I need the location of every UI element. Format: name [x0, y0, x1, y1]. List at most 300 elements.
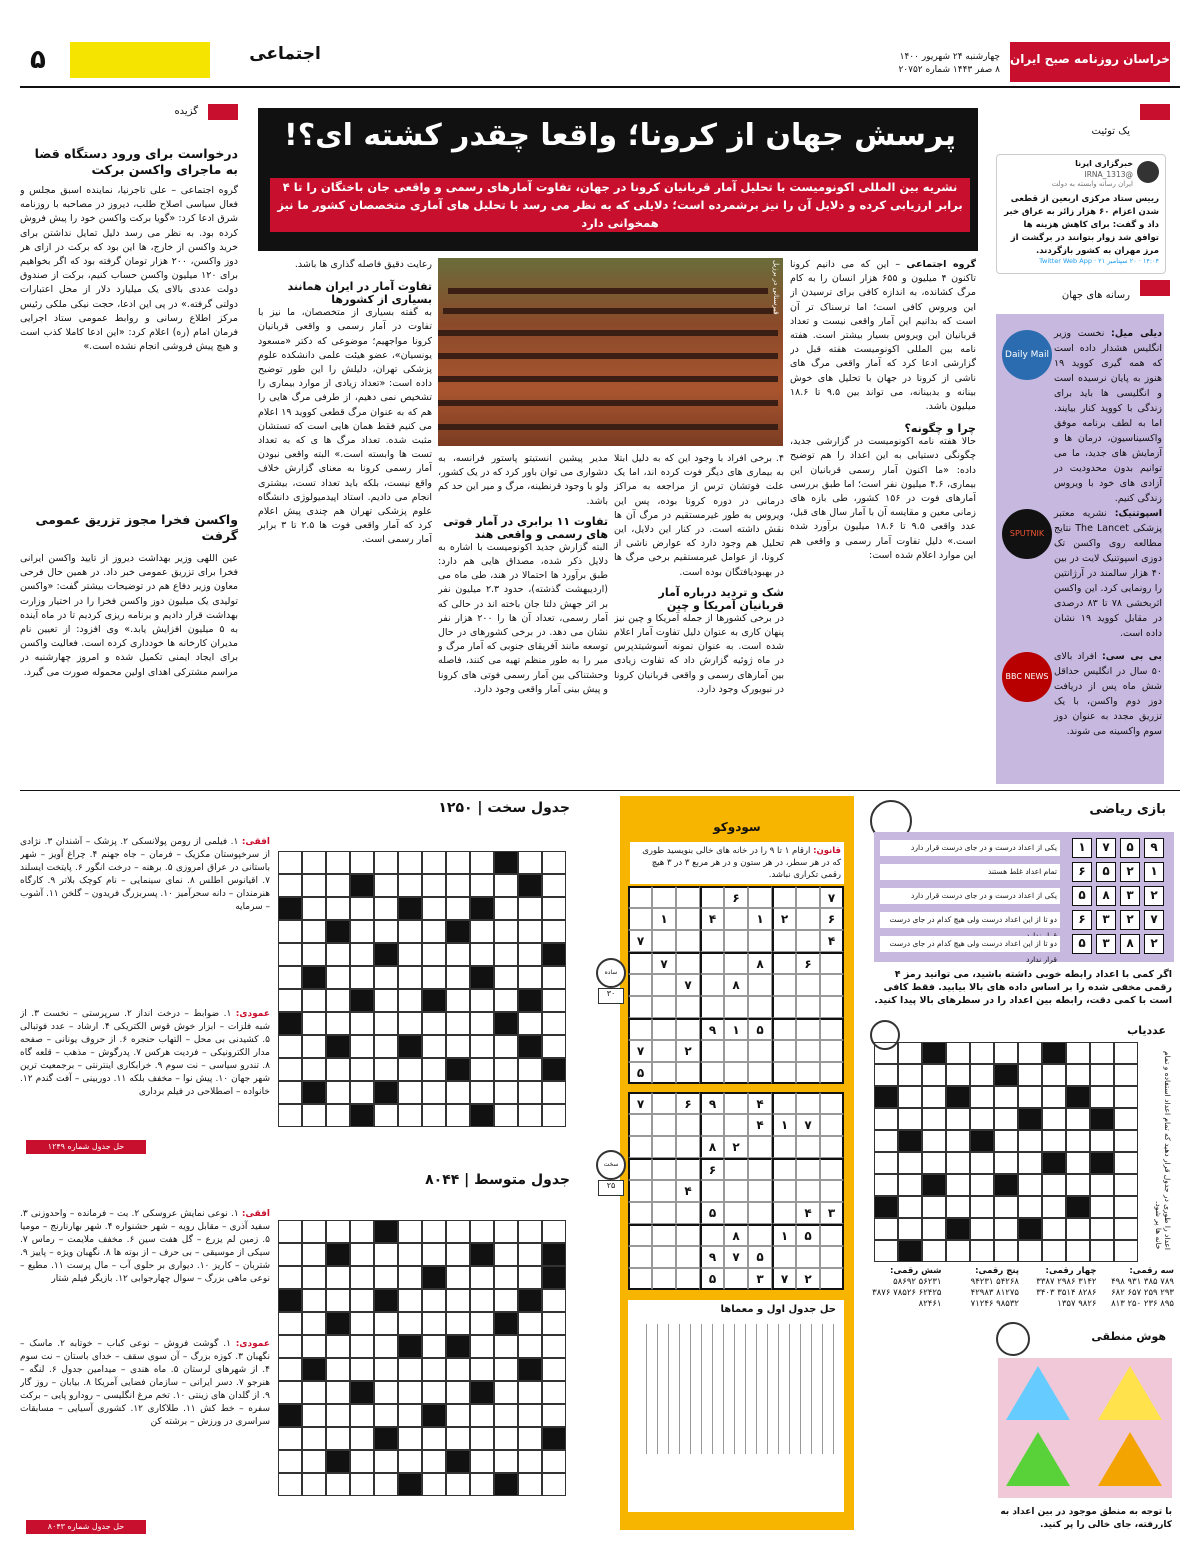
number-cell[interactable]	[1114, 1130, 1138, 1152]
sudoku-cell[interactable]	[628, 1136, 652, 1158]
crossword-cell[interactable]	[398, 989, 422, 1012]
sudoku-cell[interactable]	[772, 996, 796, 1018]
number-cell[interactable]	[898, 1196, 922, 1218]
number-cell[interactable]	[1066, 1042, 1090, 1064]
crossword-cell[interactable]	[422, 966, 446, 989]
sudoku-cell[interactable]	[628, 1202, 652, 1224]
crossword-cell[interactable]	[518, 1381, 542, 1404]
number-cell[interactable]	[874, 1042, 898, 1064]
crossword-cell[interactable]	[278, 966, 302, 989]
crossword-cell[interactable]	[350, 920, 374, 943]
number-cell[interactable]	[1042, 1108, 1066, 1130]
crossword-cell[interactable]	[374, 1058, 398, 1081]
crossword-cell[interactable]	[302, 874, 326, 897]
number-cell[interactable]	[874, 1064, 898, 1086]
crossword-cell[interactable]	[494, 1289, 518, 1312]
crossword-cell[interactable]	[398, 1058, 422, 1081]
crossword-cell[interactable]	[326, 1473, 350, 1496]
number-cell[interactable]	[1090, 1218, 1114, 1240]
crossword-cell[interactable]	[518, 1104, 542, 1127]
number-cell[interactable]	[1114, 1086, 1138, 1108]
crossword-cell[interactable]	[302, 1404, 326, 1427]
crossword-cell[interactable]	[278, 989, 302, 1012]
number-cell[interactable]	[1066, 1108, 1090, 1130]
crossword-cell[interactable]	[398, 1450, 422, 1473]
crossword-cell[interactable]	[302, 1473, 326, 1496]
crossword-cell[interactable]	[518, 1243, 542, 1266]
number-cell[interactable]	[922, 1086, 946, 1108]
sudoku-cell[interactable]	[724, 908, 748, 930]
crossword-cell[interactable]	[278, 1266, 302, 1289]
sudoku-cell[interactable]	[652, 1268, 676, 1290]
crossword-cell[interactable]	[470, 1404, 494, 1427]
sudoku-cell[interactable]	[724, 930, 748, 952]
crossword-cell[interactable]	[422, 1012, 446, 1035]
crossword-cell[interactable]	[398, 1427, 422, 1450]
sudoku-cell[interactable]	[796, 1158, 820, 1180]
crossword-cell[interactable]	[278, 1335, 302, 1358]
crossword-cell[interactable]	[278, 1035, 302, 1058]
crossword-cell[interactable]	[326, 851, 350, 874]
crossword-cell[interactable]	[398, 1081, 422, 1104]
crossword-cell[interactable]	[278, 1058, 302, 1081]
crossword-cell[interactable]	[494, 1427, 518, 1450]
crossword-cell[interactable]	[302, 1427, 326, 1450]
crossword-cell[interactable]	[494, 1381, 518, 1404]
sudoku-cell[interactable]	[820, 1062, 844, 1084]
crossword-cell[interactable]	[326, 1427, 350, 1450]
crossword-cell[interactable]	[374, 989, 398, 1012]
sudoku-cell[interactable]	[748, 886, 772, 908]
number-cell[interactable]	[1018, 1042, 1042, 1064]
crossword-cell[interactable]	[494, 966, 518, 989]
crossword-cell[interactable]	[542, 1335, 566, 1358]
crossword-cell[interactable]	[278, 1427, 302, 1450]
crossword-cell[interactable]	[446, 1104, 470, 1127]
number-cell[interactable]	[970, 1218, 994, 1240]
sudoku-cell[interactable]	[820, 1114, 844, 1136]
crossword-cell[interactable]	[374, 1035, 398, 1058]
crossword-cell[interactable]	[278, 920, 302, 943]
crossword-cell[interactable]	[422, 1104, 446, 1127]
crossword-cell[interactable]	[518, 920, 542, 943]
sudoku-cell[interactable]	[652, 1136, 676, 1158]
number-cell[interactable]	[922, 1130, 946, 1152]
crossword-cell[interactable]	[470, 1312, 494, 1335]
sudoku-cell[interactable]	[796, 886, 820, 908]
crossword-cell[interactable]	[542, 897, 566, 920]
number-cell[interactable]	[898, 1218, 922, 1240]
crossword-cell[interactable]	[470, 1358, 494, 1381]
sudoku-cell[interactable]	[796, 908, 820, 930]
sudoku-cell[interactable]	[676, 908, 700, 930]
crossword-cell[interactable]	[470, 943, 494, 966]
number-cell[interactable]	[922, 1064, 946, 1086]
crossword-cell[interactable]	[518, 1427, 542, 1450]
crossword-cell[interactable]	[542, 1312, 566, 1335]
crossword-cell[interactable]	[518, 1081, 542, 1104]
crossword-cell[interactable]	[518, 1220, 542, 1243]
number-cell[interactable]	[1090, 1240, 1114, 1262]
crossword-cell[interactable]	[422, 897, 446, 920]
crossword-cell[interactable]	[326, 943, 350, 966]
sudoku-cell[interactable]	[820, 1092, 844, 1114]
sudoku-cell[interactable]	[796, 930, 820, 952]
crossword-cell[interactable]	[446, 1289, 470, 1312]
sudoku-cell[interactable]	[796, 1018, 820, 1040]
number-cell[interactable]	[994, 1240, 1018, 1262]
crossword-cell[interactable]	[542, 920, 566, 943]
sudoku-cell[interactable]	[724, 996, 748, 1018]
crossword-cell[interactable]	[398, 920, 422, 943]
crossword-cell[interactable]	[470, 989, 494, 1012]
crossword-cell[interactable]	[302, 1266, 326, 1289]
sudoku-cell[interactable]	[748, 1180, 772, 1202]
sudoku-cell[interactable]	[772, 1202, 796, 1224]
sudoku-cell[interactable]	[628, 1268, 652, 1290]
number-cell[interactable]	[946, 1196, 970, 1218]
number-cell[interactable]	[1090, 1064, 1114, 1086]
crossword-cell[interactable]	[302, 1035, 326, 1058]
sudoku-cell[interactable]	[676, 996, 700, 1018]
sudoku-cell[interactable]	[700, 1062, 724, 1084]
crossword-cell[interactable]	[470, 1058, 494, 1081]
sudoku-cell[interactable]	[772, 1246, 796, 1268]
crossword-cell[interactable]	[302, 851, 326, 874]
crossword-cell[interactable]	[518, 1058, 542, 1081]
number-finder-grid[interactable]	[874, 1042, 1144, 1262]
crossword-cell[interactable]	[542, 1473, 566, 1496]
crossword-cell[interactable]	[446, 1427, 470, 1450]
crossword-cell[interactable]	[470, 874, 494, 897]
crossword-cell[interactable]	[302, 943, 326, 966]
crossword-cell[interactable]	[278, 1220, 302, 1243]
number-cell[interactable]	[898, 1174, 922, 1196]
crossword-cell[interactable]	[494, 874, 518, 897]
crossword-cell[interactable]	[350, 1427, 374, 1450]
crossword-cell[interactable]	[398, 1289, 422, 1312]
crossword-cell[interactable]	[518, 851, 542, 874]
sudoku-cell[interactable]	[772, 952, 796, 974]
number-cell[interactable]	[946, 1152, 970, 1174]
crossword-cell[interactable]	[398, 1312, 422, 1335]
crossword-cell[interactable]	[542, 1220, 566, 1243]
crossword-cell[interactable]	[542, 1104, 566, 1127]
crossword-cell[interactable]	[374, 897, 398, 920]
sudoku-cell[interactable]	[676, 1202, 700, 1224]
sudoku-cell[interactable]	[700, 974, 724, 996]
sudoku-cell[interactable]	[772, 1180, 796, 1202]
crossword-cell[interactable]	[398, 1381, 422, 1404]
sudoku-cell[interactable]	[652, 1224, 676, 1246]
crossword-cell[interactable]	[278, 1450, 302, 1473]
crossword-cell[interactable]	[398, 943, 422, 966]
crossword-cell[interactable]	[278, 1243, 302, 1266]
sudoku-cell[interactable]	[652, 1246, 676, 1268]
sudoku-cell[interactable]	[652, 1092, 676, 1114]
crossword-cell[interactable]	[326, 1220, 350, 1243]
sudoku-cell[interactable]	[676, 1136, 700, 1158]
crossword-cell[interactable]	[398, 966, 422, 989]
sudoku-cell[interactable]	[796, 1180, 820, 1202]
number-cell[interactable]	[946, 1064, 970, 1086]
crossword-cell[interactable]	[350, 1473, 374, 1496]
number-cell[interactable]	[898, 1042, 922, 1064]
sudoku-cell[interactable]	[652, 930, 676, 952]
crossword-cell[interactable]	[326, 1404, 350, 1427]
sudoku-cell[interactable]	[772, 1018, 796, 1040]
crossword-cell[interactable]	[470, 1266, 494, 1289]
number-cell[interactable]	[1114, 1152, 1138, 1174]
sudoku-cell[interactable]	[676, 952, 700, 974]
crossword-cell[interactable]	[470, 1427, 494, 1450]
crossword-cell[interactable]	[398, 1358, 422, 1381]
crossword-cell[interactable]	[470, 851, 494, 874]
crossword-cell[interactable]	[518, 1473, 542, 1496]
number-cell[interactable]	[994, 1130, 1018, 1152]
crossword-cell[interactable]	[518, 1335, 542, 1358]
crossword-cell[interactable]	[518, 1450, 542, 1473]
crossword-cell[interactable]	[302, 1312, 326, 1335]
crossword-cell[interactable]	[446, 1012, 470, 1035]
sudoku-cell[interactable]	[748, 1224, 772, 1246]
crossword-cell[interactable]	[350, 1035, 374, 1058]
crossword-cell[interactable]	[470, 1450, 494, 1473]
sudoku-cell[interactable]	[820, 1018, 844, 1040]
sudoku-cell[interactable]	[676, 1224, 700, 1246]
crossword-cell[interactable]	[398, 851, 422, 874]
crossword-cell[interactable]	[374, 1450, 398, 1473]
number-cell[interactable]	[1018, 1130, 1042, 1152]
number-cell[interactable]	[970, 1152, 994, 1174]
number-cell[interactable]	[946, 1042, 970, 1064]
crossword-cell[interactable]	[374, 851, 398, 874]
number-cell[interactable]	[874, 1218, 898, 1240]
sudoku-cell[interactable]	[700, 930, 724, 952]
sudoku-cell[interactable]	[772, 1092, 796, 1114]
number-cell[interactable]	[874, 1174, 898, 1196]
sudoku-cell[interactable]	[772, 1136, 796, 1158]
crossword-cell[interactable]	[398, 1243, 422, 1266]
crossword-cell[interactable]	[374, 1266, 398, 1289]
crossword-cell[interactable]	[374, 1312, 398, 1335]
crossword-cell[interactable]	[398, 1220, 422, 1243]
sudoku-cell[interactable]	[796, 974, 820, 996]
number-cell[interactable]	[1090, 1042, 1114, 1064]
crossword-cell[interactable]	[494, 1450, 518, 1473]
crossword-cell[interactable]	[350, 1450, 374, 1473]
crossword-cell[interactable]	[470, 1289, 494, 1312]
sudoku-cell[interactable]	[748, 974, 772, 996]
sudoku-cell[interactable]	[748, 996, 772, 1018]
number-cell[interactable]	[1114, 1196, 1138, 1218]
crossword-cell[interactable]	[494, 1358, 518, 1381]
crossword-cell[interactable]	[326, 1081, 350, 1104]
sudoku-cell[interactable]	[748, 1040, 772, 1062]
crossword-cell[interactable]	[542, 1450, 566, 1473]
hard-crossword-grid[interactable]	[278, 851, 566, 1127]
sudoku-cell[interactable]	[652, 886, 676, 908]
sudoku-cell[interactable]	[748, 1202, 772, 1224]
crossword-cell[interactable]	[374, 1243, 398, 1266]
crossword-cell[interactable]	[278, 1473, 302, 1496]
crossword-cell[interactable]	[422, 1289, 446, 1312]
number-cell[interactable]	[1042, 1174, 1066, 1196]
number-cell[interactable]	[1018, 1064, 1042, 1086]
crossword-cell[interactable]	[446, 1081, 470, 1104]
sudoku-cell[interactable]	[652, 1114, 676, 1136]
crossword-cell[interactable]	[278, 851, 302, 874]
crossword-cell[interactable]	[422, 1243, 446, 1266]
crossword-cell[interactable]	[494, 897, 518, 920]
sudoku-cell[interactable]	[628, 1180, 652, 1202]
number-cell[interactable]	[874, 1108, 898, 1130]
crossword-cell[interactable]	[446, 943, 470, 966]
crossword-cell[interactable]	[542, 1289, 566, 1312]
crossword-cell[interactable]	[374, 1473, 398, 1496]
sudoku-cell[interactable]	[652, 974, 676, 996]
crossword-cell[interactable]	[422, 1450, 446, 1473]
crossword-cell[interactable]	[494, 943, 518, 966]
number-cell[interactable]	[994, 1108, 1018, 1130]
sudoku-cell[interactable]	[700, 1180, 724, 1202]
crossword-cell[interactable]	[278, 943, 302, 966]
number-cell[interactable]	[1090, 1174, 1114, 1196]
sudoku-cell[interactable]	[820, 1268, 844, 1290]
crossword-cell[interactable]	[350, 1358, 374, 1381]
crossword-cell[interactable]	[398, 1266, 422, 1289]
number-cell[interactable]	[970, 1108, 994, 1130]
crossword-cell[interactable]	[398, 1404, 422, 1427]
crossword-cell[interactable]	[542, 1012, 566, 1035]
number-cell[interactable]	[970, 1240, 994, 1262]
crossword-cell[interactable]	[470, 1012, 494, 1035]
number-cell[interactable]	[1042, 1240, 1066, 1262]
crossword-cell[interactable]	[350, 1012, 374, 1035]
crossword-cell[interactable]	[446, 874, 470, 897]
crossword-cell[interactable]	[542, 1381, 566, 1404]
crossword-cell[interactable]	[446, 1358, 470, 1381]
sudoku-cell[interactable]	[676, 930, 700, 952]
crossword-cell[interactable]	[302, 1012, 326, 1035]
sudoku-cell[interactable]	[652, 1018, 676, 1040]
sudoku-cell[interactable]	[628, 996, 652, 1018]
crossword-cell[interactable]	[350, 1312, 374, 1335]
crossword-cell[interactable]	[326, 874, 350, 897]
crossword-cell[interactable]	[350, 1058, 374, 1081]
sudoku-cell[interactable]	[772, 930, 796, 952]
crossword-cell[interactable]	[374, 1381, 398, 1404]
crossword-cell[interactable]	[446, 989, 470, 1012]
number-cell[interactable]	[1018, 1086, 1042, 1108]
sudoku-cell[interactable]	[700, 1224, 724, 1246]
number-cell[interactable]	[1090, 1130, 1114, 1152]
sudoku-cell[interactable]	[628, 974, 652, 996]
number-cell[interactable]	[1042, 1064, 1066, 1086]
crossword-cell[interactable]	[518, 897, 542, 920]
number-cell[interactable]	[970, 1064, 994, 1086]
sudoku-cell[interactable]	[796, 1136, 820, 1158]
sudoku-cell[interactable]	[628, 886, 652, 908]
crossword-cell[interactable]	[302, 920, 326, 943]
crossword-cell[interactable]	[398, 1104, 422, 1127]
number-cell[interactable]	[898, 1064, 922, 1086]
crossword-cell[interactable]	[326, 1358, 350, 1381]
crossword-cell[interactable]	[350, 897, 374, 920]
number-cell[interactable]	[994, 1042, 1018, 1064]
crossword-cell[interactable]	[494, 1035, 518, 1058]
crossword-cell[interactable]	[278, 1312, 302, 1335]
crossword-cell[interactable]	[326, 897, 350, 920]
tweet-card[interactable]	[996, 154, 1166, 274]
crossword-cell[interactable]	[326, 1266, 350, 1289]
sudoku-cell[interactable]	[724, 1062, 748, 1084]
crossword-cell[interactable]	[422, 1473, 446, 1496]
crossword-cell[interactable]	[374, 1012, 398, 1035]
crossword-cell[interactable]	[422, 943, 446, 966]
crossword-cell[interactable]	[422, 874, 446, 897]
number-cell[interactable]	[1114, 1174, 1138, 1196]
crossword-cell[interactable]	[374, 966, 398, 989]
sudoku-cell[interactable]	[748, 1062, 772, 1084]
number-cell[interactable]	[922, 1152, 946, 1174]
crossword-cell[interactable]	[446, 1220, 470, 1243]
number-cell[interactable]	[1066, 1152, 1090, 1174]
crossword-cell[interactable]	[518, 1404, 542, 1427]
number-cell[interactable]	[1018, 1152, 1042, 1174]
crossword-cell[interactable]	[326, 1058, 350, 1081]
number-cell[interactable]	[1042, 1218, 1066, 1240]
number-cell[interactable]	[874, 1130, 898, 1152]
crossword-cell[interactable]	[422, 1220, 446, 1243]
sudoku-cell[interactable]	[796, 1092, 820, 1114]
sudoku-cell[interactable]	[772, 886, 796, 908]
number-cell[interactable]	[1114, 1218, 1138, 1240]
sudoku-cell[interactable]	[724, 1268, 748, 1290]
number-cell[interactable]	[1066, 1130, 1090, 1152]
number-cell[interactable]	[874, 1240, 898, 1262]
number-cell[interactable]	[898, 1086, 922, 1108]
crossword-cell[interactable]	[518, 966, 542, 989]
crossword-cell[interactable]	[374, 1358, 398, 1381]
number-cell[interactable]	[946, 1130, 970, 1152]
number-cell[interactable]	[1066, 1218, 1090, 1240]
sudoku-cell[interactable]	[652, 1062, 676, 1084]
number-cell[interactable]	[1042, 1196, 1066, 1218]
sudoku-cell[interactable]	[796, 1246, 820, 1268]
crossword-cell[interactable]	[398, 874, 422, 897]
sudoku-cell[interactable]	[724, 1092, 748, 1114]
number-cell[interactable]	[1018, 1174, 1042, 1196]
crossword-cell[interactable]	[374, 920, 398, 943]
sudoku-cell[interactable]	[796, 1040, 820, 1062]
number-cell[interactable]	[922, 1218, 946, 1240]
crossword-cell[interactable]	[350, 1404, 374, 1427]
number-cell[interactable]	[1042, 1130, 1066, 1152]
crossword-cell[interactable]	[494, 1104, 518, 1127]
number-cell[interactable]	[994, 1196, 1018, 1218]
sudoku-cell[interactable]	[820, 1040, 844, 1062]
crossword-cell[interactable]	[302, 1220, 326, 1243]
crossword-cell[interactable]	[542, 1404, 566, 1427]
number-cell[interactable]	[898, 1108, 922, 1130]
sudoku-cell[interactable]	[820, 1180, 844, 1202]
sudoku-cell[interactable]	[820, 996, 844, 1018]
crossword-cell[interactable]	[350, 1243, 374, 1266]
crossword-cell[interactable]	[422, 1035, 446, 1058]
sudoku-cell[interactable]	[772, 1040, 796, 1062]
crossword-cell[interactable]	[494, 1335, 518, 1358]
